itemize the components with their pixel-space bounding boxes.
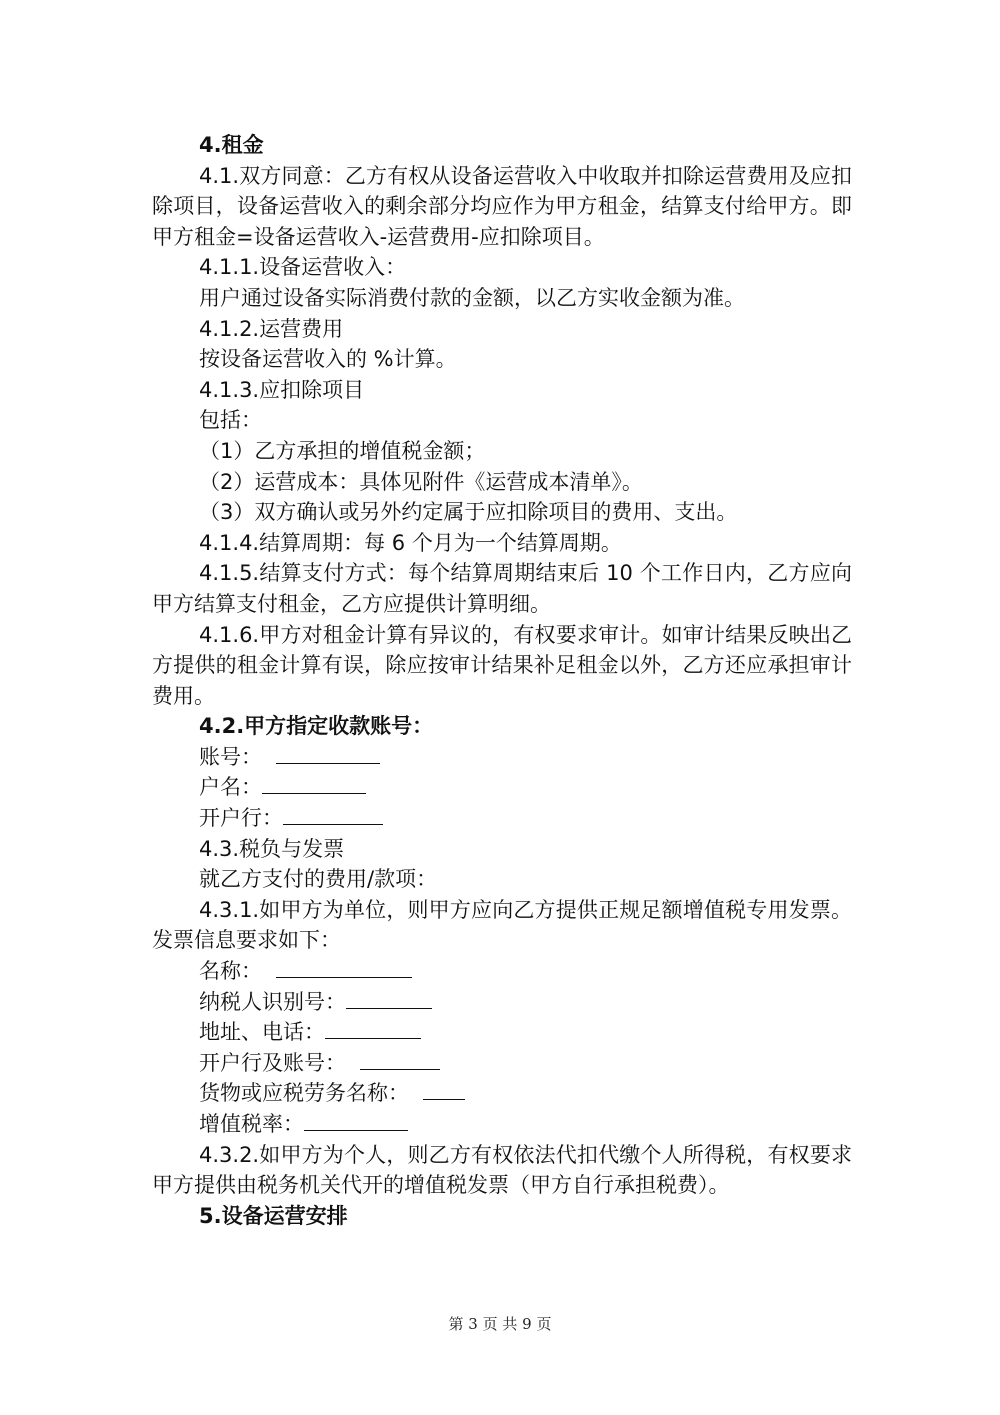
clause-4-1-1: 4.1.1.设备运营收入：	[199, 255, 407, 280]
clause-4-3-2: 4.3.2.如甲方为个人，则乙方有权依法代扣代缴个人所得税，有权要求甲方提供由税务机关代开的增值税发票（甲方自行承担税费）。	[152, 1142, 852, 1198]
clause-4-1-1-body: 用户通过设备实际消费付款的金额，以乙方实收金额为准。	[199, 285, 745, 310]
clause-4-1-6: 4.1.6.甲方对租金计算有异议的，有权要求审计。如审计结果反映出乙方提供的租金计算有误，除应按审计结果补足租金以外，乙方还应承担审计费用。	[152, 622, 852, 708]
invoice-goods-line	[152, 1078, 852, 1109]
invoice-address-line	[152, 1017, 852, 1048]
clause-4-1-3: 4.1.3.应扣除项目	[199, 377, 365, 402]
invoice-name-blank	[276, 957, 412, 978]
list-item-1: （1）乙方承担的增值税金额；	[199, 438, 486, 463]
invoice-bank-blank	[360, 1049, 440, 1070]
page-number: 第 3 页 共 9 页	[448, 1315, 552, 1333]
invoice-taxid-line	[152, 987, 852, 1018]
invoice-bank-line	[152, 1048, 852, 1079]
account-blank	[276, 743, 380, 764]
clause-4-3-intro: 就乙方支付的费用/款项：	[199, 867, 438, 892]
clause-4-1-2: 4.1.2.运营费用	[199, 316, 344, 341]
invoice-name-label: 名称：	[199, 959, 262, 984]
section-heading-4: 4.租金	[199, 133, 264, 157]
clause-4-1: 4.1.双方同意：乙方有权从设备运营收入中收取并扣除运营费用及应扣除项目，设备运营收入的剩余部分均应作为甲方租金，结算支付给甲方。即甲方租金=设备运营收入-运营费用-应扣除项目。	[152, 163, 852, 249]
invoice-goods-blank	[423, 1079, 465, 1100]
clause-4-1-2-body: 按设备运营收入的 %计算。	[199, 347, 457, 372]
invoice-address-blank	[325, 1018, 421, 1039]
clause-4-1-5: 4.1.5.结算支付方式：每个结算周期结束后 10 个工作日内，乙方应向甲方结算支付租金，乙方应提供计算明细。	[152, 561, 852, 616]
list-item-2: （2）运营成本：具体见附件《运营成本清单》。	[199, 469, 643, 494]
account-name-line	[152, 772, 852, 803]
invoice-bank-label: 开户行及账号：	[199, 1050, 346, 1075]
invoice-taxid-blank	[346, 988, 432, 1009]
clause-4-3-1: 4.3.1.如甲方为单位，则甲方应向乙方提供正规足额增值税专用发票。发票信息要求如下：	[152, 897, 852, 953]
invoice-address-label: 地址、电话：	[199, 1020, 325, 1045]
bank-label: 开户行：	[199, 806, 283, 831]
section-heading-5: 5.设备运营安排	[199, 1203, 348, 1228]
invoice-rate-blank	[304, 1110, 408, 1131]
bank-line	[152, 803, 852, 834]
account-name-blank	[262, 773, 366, 794]
bank-blank	[283, 804, 383, 825]
invoice-name-line	[152, 956, 852, 987]
invoice-taxid-label: 纳税人识别号：	[199, 989, 346, 1014]
invoice-rate-line	[152, 1109, 852, 1140]
document-body	[152, 130, 852, 1231]
invoice-rate-label: 增值税率：	[199, 1112, 304, 1136]
clause-4-1-3-intro: 包括：	[199, 408, 262, 433]
clause-4-1-4: 4.1.4.结算周期：每 6 个月为一个结算周期。	[199, 530, 622, 555]
section-heading-4-2: 4.2.甲方指定收款账号：	[199, 714, 434, 739]
account-label: 账号：	[199, 744, 262, 769]
account-line	[152, 742, 852, 773]
invoice-goods-label: 货物或应税劳务名称：	[199, 1081, 409, 1106]
clause-4-3: 4.3.税负与发票	[199, 836, 345, 861]
account-name-label: 户名：	[199, 775, 262, 800]
list-item-3: （3）双方确认或另外约定属于应扣除项目的费用、支出。	[199, 500, 738, 525]
